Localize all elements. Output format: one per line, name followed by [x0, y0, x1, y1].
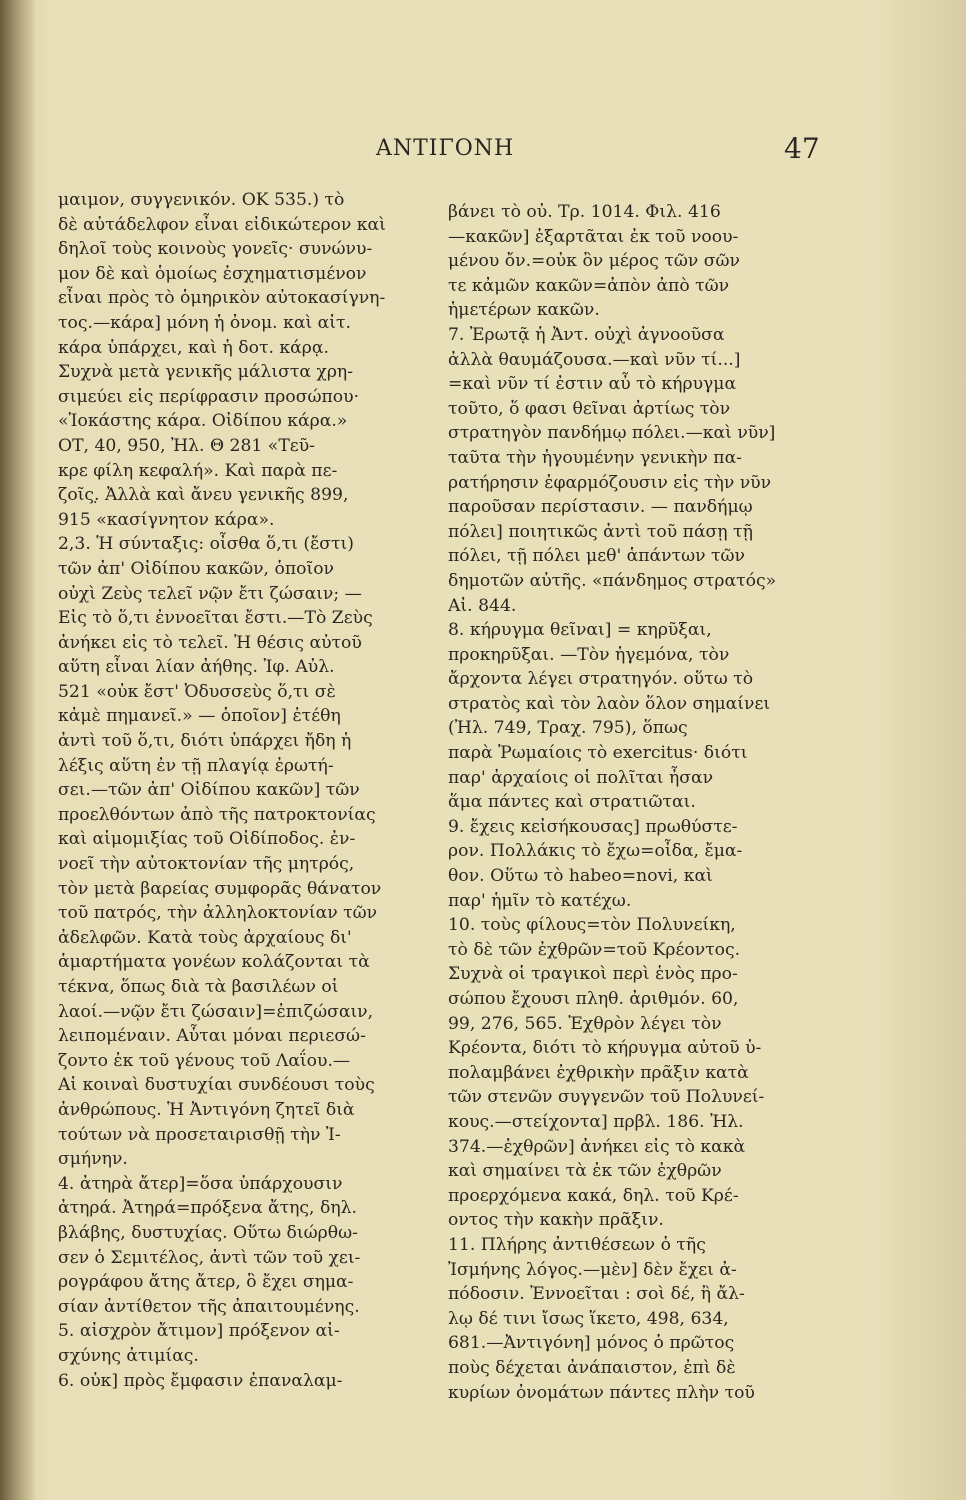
text-line: τὸ δὲ τῶν ἐχθρῶν=τοῦ Κρέοντος.: [448, 939, 741, 960]
text-line: ἡμετέρων κακῶν.: [448, 300, 600, 321]
text-line: τε κἀμῶν κακῶν=ἀπὸν ἀπὸ τῶν: [448, 275, 730, 296]
text-line: (Ἠλ. 749, Τραχ. 795), ὅπως: [448, 718, 688, 739]
text-line: 11. Πλήρης ἀντιθέσεων ὁ τῆς: [448, 1234, 706, 1255]
text-line: στρατηγὸν πανδήμῳ πόλει.—καὶ νῦν]: [448, 423, 776, 444]
text-line: προερχόμενα κακά, δηλ. τοῦ Κρέ-: [448, 1185, 739, 1206]
text-line: οὐχὶ Ζεὺς τελεῖ νῷν ἔτι ζώσαιν; —: [58, 583, 362, 604]
text-line: κυρίων ὀνομάτων πάντες πλὴν τοῦ: [448, 1382, 755, 1403]
text-line: 99, 276, 565. Ἐχθρὸν λέγει τὸν: [448, 1013, 722, 1034]
page-number: 47: [784, 132, 820, 165]
text-line: 681.—Ἀντιγόνη] μόνος ὁ πρῶτος: [448, 1333, 735, 1354]
text-line: ἅμα πάντες καὶ στρατιῶται.: [448, 792, 696, 813]
text-line: «Ἰοκάστης κάρα. Οἰδίπου κάρα.»: [58, 411, 348, 432]
text-line: 5. αἰσχρὸν ἄτιμον] πρόξενον αἰ-: [58, 1321, 340, 1342]
text-line: λειπομέναιν. Αὗται μόναι περιεσώ-: [58, 1026, 366, 1047]
text-line: ρατήρησιν ἐφαρμόζουσιν εἰς τὴν νῦν: [448, 472, 772, 493]
text-line: 7. Ἐρωτᾷ ἡ Ἀντ. οὐχὶ ἀγνοοῦσα: [448, 324, 725, 345]
text-line: στρατὸς καὶ τὸν λαὸν ὅλον σημαίνει: [448, 693, 771, 714]
text-line: 2,3. Ἡ σύνταξις: οἶσθα ὅ,τι (ἔστι): [58, 534, 354, 555]
text-line: προκηρῦξαι. —Τὸν ἡγεμόνα, τὸν: [448, 644, 730, 665]
text-line: κἀμὲ πημανεῖ.» — ὁποῖον] ἐτέθη: [58, 706, 341, 727]
text-line: Εἰς τὸ ὅ,τι ἐννοεῖται ἔστι.—Τὸ Ζεὺς: [58, 608, 373, 629]
text-line: δὲ αὐτάδελφον εἶναι εἰδικώτερον καὶ: [58, 214, 386, 235]
text-line: παροῦσαν περίστασιν. — πανδήμῳ: [448, 497, 753, 518]
text-line: 374.—ἐχθρῶν] ἀνήκει εἰς τὸ κακὰ: [448, 1136, 746, 1157]
text-line: πόδοσιν. Ἐννοεῖται : σοὶ δέ, ἢ ἄλ-: [448, 1284, 745, 1305]
text-line: ἀνθρώπους. Ἡ Ἀντιγόνη ζητεῖ διὰ: [58, 1099, 355, 1120]
binding-shadow: [0, 0, 36, 1500]
text-line: ζοντο ἐκ τοῦ γένους τοῦ Λαΐου.—: [58, 1050, 351, 1071]
text-line: =καὶ νῦν τί ἐστιν αὖ τὸ κήρυγμα: [448, 374, 737, 395]
text-line: τούτων νὰ προσεταιρισθῇ τὴν Ἰ-: [58, 1124, 341, 1145]
text-line: κάρα ὑπάρχει, καὶ ἡ δοτ. κάρᾳ.: [58, 337, 329, 358]
text-line: σμήνην.: [58, 1149, 128, 1170]
text-line: ΟΤ, 40, 950, Ἠλ. Θ 281 «Τεῦ-: [58, 435, 315, 456]
text-line: Αἰ. 844.: [448, 595, 517, 616]
text-line: ἁμαρτήματα γονέων κολάζονται τὰ: [58, 952, 370, 973]
text-line: λῳ δέ τινι ἴσως ἵκετο, 498, 634,: [448, 1308, 729, 1329]
text-line: οντος τὴν κακὴν πρᾶξιν.: [448, 1210, 664, 1231]
text-line: καὶ σημαίνει τὰ ἐκ τῶν ἐχθρῶν: [448, 1161, 722, 1182]
text-line: Αἱ κοιναὶ δυστυχίαι συνδέουσι τοὺς: [58, 1075, 375, 1096]
text-line: καὶ αἱμομιξίας τοῦ Οἰδίποδος. ἐν-: [58, 829, 356, 850]
text-line: κους.—στείχοντα] πρβλ. 186. Ἠλ.: [448, 1111, 744, 1132]
text-line: τέκνα, ὅπως διὰ τὰ βασιλέων οἱ: [58, 977, 339, 997]
text-line: κρε φίλη κεφαλή». Καὶ παρὰ πε-: [58, 460, 338, 481]
text-line: —κακῶν] ἐξαρτᾶται ἐκ τοῦ νοου-: [448, 226, 739, 247]
text-line: Ἰσμήνης λόγος.—μὲν] δὲν ἔχει ἀ-: [448, 1259, 737, 1280]
text-line: ρον. Πολλάκις τὸ ἔχω=οἶδα, ἔμα-: [448, 841, 743, 862]
text-line: ἀντὶ τοῦ ὅ,τι, διότι ὑπάρχει ἤδη ἡ: [58, 731, 352, 752]
text-line: ἀνήκει εἰς τὸ τελεῖ. Ἡ θέσις αὐτοῦ: [58, 632, 362, 653]
text-line: 9. ἔχεις κεἰσήκουσας] πρωθύστε-: [448, 816, 738, 837]
text-line: ρογράφου ἄτης ἄτερ, ὃ ἔχει σημα-: [58, 1272, 354, 1293]
text-line: τῶν στενῶν συγγενῶν τοῦ Πολυνεί-: [448, 1087, 765, 1108]
text-line: αὕτη εἶναι λίαν ἀήθης. Ἰφ. Αὐλ.: [58, 657, 335, 678]
text-line: παρ' ἡμῖν τὸ κατέχω.: [448, 890, 632, 911]
text-line: 8. κήρυγμα θεῖναι] = κηρῦξαι,: [448, 620, 712, 641]
text-line: θον. Οὕτω τὸ habeo=novi, καὶ: [448, 866, 713, 887]
text-line: πόλει, τῇ πόλει μεθ' ἁπάντων τῶν: [448, 546, 745, 567]
text-line: ποὺς δέχεται ἀνάπαιστον, ἐπὶ δὲ: [448, 1357, 736, 1378]
text-line: τος.—κάρα] μόνη ἡ ὀνομ. καὶ αἰτ.: [58, 312, 351, 333]
text-line: τῶν ἀπ' Οἰδίπου κακῶν, ὁποῖον: [58, 558, 335, 579]
text-line: νοεῖ τὴν αὐτοκτονίαν τῆς μητρός,: [58, 854, 355, 875]
text-line: μον δὲ καὶ ὁμοίως ἐσχηματισμένον: [58, 263, 367, 284]
text-line: ἀτηρά. Ἀτηρά=πρόξενα ἄτης, δηλ.: [58, 1198, 357, 1219]
text-line: παρ' ἀρχαίοις οἱ πολῖται ἦσαν: [448, 767, 714, 788]
text-line: λαοί.—νῷν ἔτι ζώσαιν]=ἐπιζώσαιν,: [58, 1001, 374, 1022]
running-head: [0, 130, 966, 170]
right-text-column: [448, 200, 818, 1405]
text-line: σίαν ἀντίθετον τῆς ἀπαιτουμένης.: [58, 1296, 360, 1317]
text-line: 6. οὐκ] πρὸς ἔμφασιν ἐπαναλαμ-: [58, 1370, 343, 1391]
text-line: Συχνὰ μετὰ γενικῆς μάλιστα χρη-: [58, 362, 354, 383]
text-line: τοῦ πατρός, τὴν ἀλληλοκτονίαν τῶν: [58, 903, 378, 924]
text-line: προελθόντων ἀπὸ τῆς πατροκτονίας: [58, 804, 376, 825]
text-line: σώπου ἔχουσι πληθ. ἀριθμόν. 60,: [448, 989, 739, 1009]
text-line: μαιμον, συγγενικόν. ΟΚ 535.) τὸ: [58, 190, 345, 210]
text-line: πολαμβάνει ἐχθρικὴν πρᾶξιν κατὰ: [448, 1062, 749, 1083]
left-text-column: [58, 188, 438, 1393]
text-line: ἄρχοντα λέγει στρατηγόν. οὕτω τὸ: [448, 669, 754, 690]
text-line: σιμεύει εἰς περίφρασιν προσώπου·: [58, 386, 360, 407]
text-line: Κρέοντα, διότι τὸ κήρυγμα αὐτοῦ ὑ-: [448, 1038, 762, 1059]
text-line: τοῦτο, ὅ φασι θεῖναι ἀρτίως τὸν: [448, 398, 731, 419]
text-line: 915 «κασίγνητον κάρα».: [58, 509, 275, 530]
text-line: λέξις αὕτη ἐν τῇ πλαγίᾳ ἐρωτή-: [58, 755, 334, 776]
text-line: ζοῖς.̣ Ἀλλὰ καὶ ἄνευ γενικῆς 899,: [58, 485, 349, 506]
text-line: 10. τοὺς φίλους=τὸν Πολυνείκη,: [448, 915, 736, 936]
text-line: βλάβης, δυστυχίας. Οὕτω διώρθω-: [58, 1222, 358, 1243]
text-line: ἀλλὰ θαυμάζουσα.—καὶ νῦν τί...]: [448, 349, 741, 370]
text-line: δημοτῶν αὐτῆς. «πάνδημος στρατός»: [448, 570, 777, 591]
text-line: σει.—τῶν ἀπ' Οἰδίπου κακῶν] τῶν: [58, 780, 360, 801]
text-line: 521 «οὐκ ἔστ' Ὀδυσσεὺς ὅ,τι σὲ: [58, 681, 336, 702]
text-line: Συχνὰ οἱ τραγικοὶ περὶ ἑνὸς προ-: [448, 964, 738, 985]
text-line: σεν ὁ Σεμιτέλος, ἀντὶ τῶν τοῦ χει-: [58, 1247, 361, 1268]
text-line: ἀδελφῶν. Κατὰ τοὺς ἀρχαίους δι': [58, 927, 352, 948]
text-line: μένου ὄν.=οὐκ ὂν μέρος τῶν σῶν: [448, 251, 740, 272]
text-line: σχύνης ἀτιμίας.: [58, 1345, 199, 1366]
header-title: ΑΝΤΙΓΟΝΗ: [376, 136, 515, 161]
text-line: βάνει τὸ οὐ. Τρ. 1014. Φιλ. 416: [448, 202, 721, 222]
text-line: παρὰ Ῥωμαίοις τὸ exercitus· διότι: [448, 743, 748, 764]
text-line: δηλοῖ τοὺς κοινοὺς γονεῖς· συνώνυ-: [58, 239, 373, 260]
text-line: τὸν μετὰ βαρείας συμφορᾶς θάνατον: [58, 878, 382, 899]
text-line: ταῦτα τὴν ἡγουμένην γενικὴν πα-: [448, 447, 742, 468]
text-line: 4. ἀτηρὰ ἄτερ]=ὅσα ὑπάρχουσιν: [58, 1173, 343, 1194]
text-line: εἶναι πρὸς τὸ ὁμηρικὸν αὐτοκασίγνη-: [58, 288, 386, 309]
text-line: πόλει] ποιητικῶς ἀντὶ τοῦ πάσῃ τῇ: [448, 521, 753, 542]
